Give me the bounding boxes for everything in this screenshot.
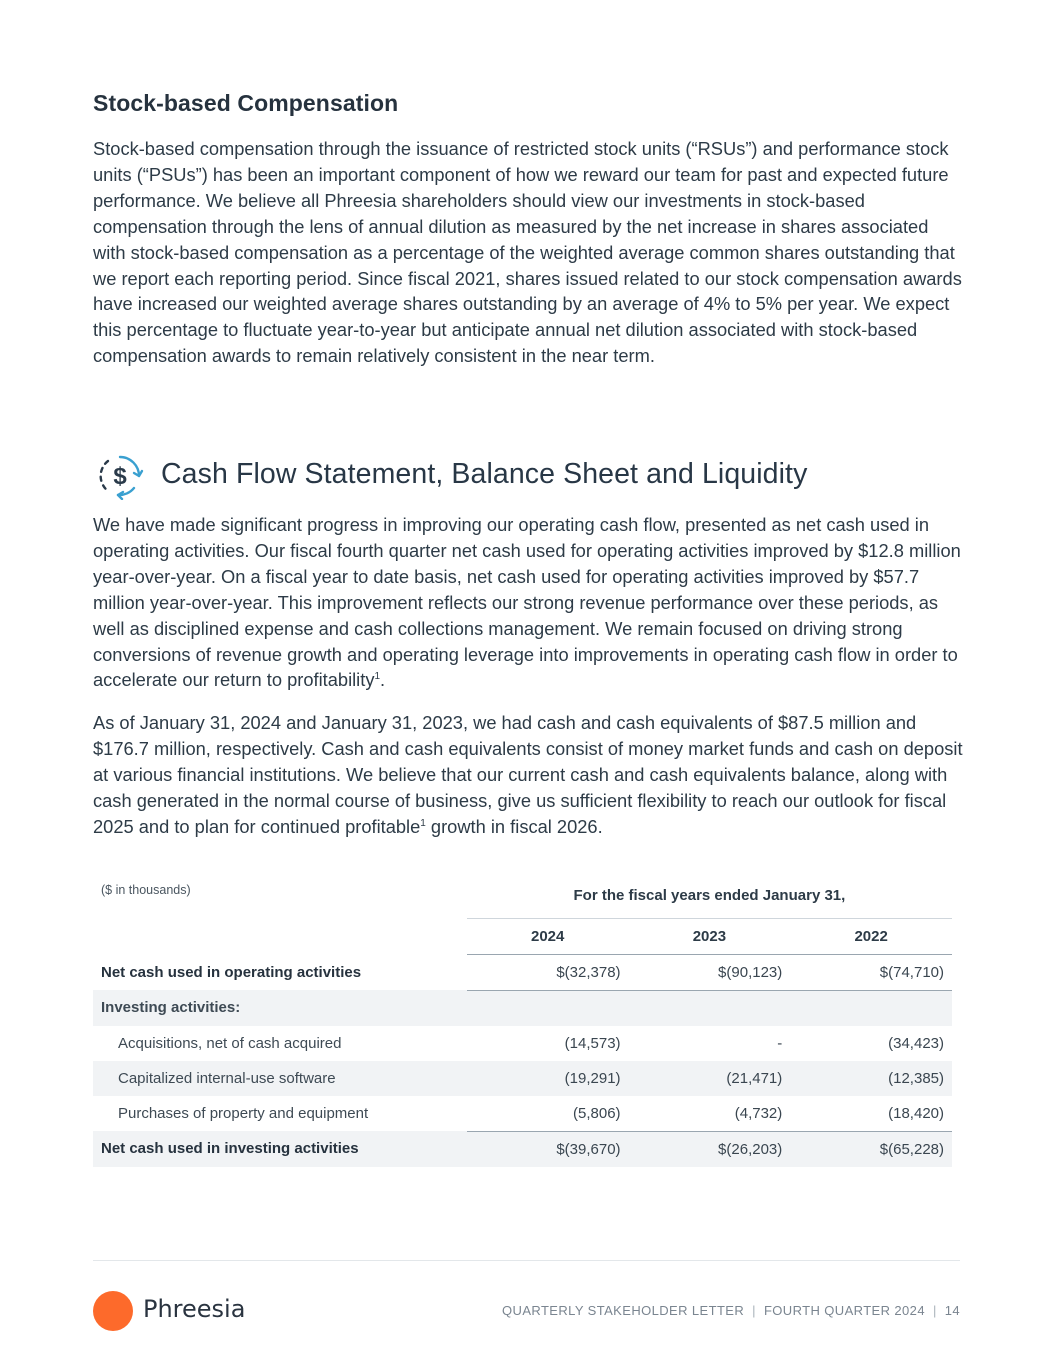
footer-doc-title: QUARTERLY STAKEHOLDER LETTER <box>502 1303 745 1318</box>
logo-dot-icon <box>93 1291 133 1331</box>
cashflow-paragraph-1: We have made significant progress in improving our operating cash flow, presented as net cash used in operating activities. Our fiscal fourth quarter net cash used for operating activities improved by $12.8 million year-over-year. On a fiscal year to date basis, net cash used for operating activities improved by $57.7 million year-over-year. This improvement reflects our strong revenue performance over these periods, as well as disciplined expense and cash collections management. We remain focused on driving strong conversions of revenue growth and operating leverage into improvements in operating cash flow in order to accelerate our return to profitability$^1$. <box>93 514 961 691</box>
year-header: 2024 <box>467 918 629 954</box>
section-heading-cashflow: Cash Flow Statement, Balance Sheet and Liquidity <box>161 458 808 490</box>
footer-divider <box>93 1260 960 1261</box>
page-number: 14 <box>944 1303 960 1318</box>
logo-wordmark: Phreesia <box>143 1295 246 1323</box>
year-header: 2023 <box>629 918 791 954</box>
footer-period: FOURTH QUARTER 2024 <box>763 1303 925 1318</box>
dollar-cycle-icon <box>96 452 144 500</box>
footer-info: QUARTERLY STAKEHOLDER LETTER | FOURTH QUARTER 2024 | 14 <box>502 1303 960 1318</box>
cashflow-paragraph-2: As of January 31, 2024 and January 31, 2023, we had cash and cash equivalents of $87.5 million and $176.7 million, respectively. Cash and cash equivalents consist of money market funds and cash on deposit at various financial institutions. We believe that our current cash and cash equivalents balance, along with cash generated in the normal course of business, give us sufficient flexibility to reach our outlook for fiscal 2025 and to plan for continued profitable$^1$ growth in fiscal 2026. <box>93 712 963 837</box>
section-heading-stock-comp: Stock-based Compensation <box>93 90 399 116</box>
cashflow-section-header <box>96 452 956 500</box>
table-row: Acquisitions, net of cash acquired (14,573) - (34,423) <box>118 1034 944 1052</box>
phreesia-logo <box>93 1291 293 1331</box>
year-header: 2022 <box>790 918 952 954</box>
table-row: Investing activities: <box>93 990 952 1026</box>
units-label: ($ in thousands) <box>101 883 191 897</box>
table-years-row <box>93 918 952 954</box>
table-header-row <box>93 873 952 918</box>
period-header: For the fiscal years ended January 31, <box>467 873 952 918</box>
cashflow-table <box>93 873 952 1167</box>
table-row: Purchases of property and equipment (5,806) (4,732) (18,420) <box>93 1096 952 1132</box>
svg-text:$: $ <box>113 463 127 490</box>
table-row: Capitalized internal-use software (19,291) (21,471) (12,385) <box>93 1061 952 1096</box>
stock-comp-paragraph: Stock-based compensation through the issuance of restricted stock units (“RSUs”) and performance stock units (“PSUs”) has been an important component of how we reward our team for past and expected future performance. We believe all Phreesia shareholders should view our investments in stock-based compensation through the lens of annual dilution as measured by the net increase in shares associated with stock-based compensation as a percentage of the weighted average common shares outstanding that we report each reporting period. Since fiscal 2021, shares issued related to our stock compensation awards have increased our weighted average shares outstanding by an average of 4% to 5% per year. We expect this percentage to fluctuate year-to-year but anticipate annual net dilution associated with stock-based compensation awards to remain relatively consistent in the near term. <box>93 138 962 367</box>
table-row: Net cash used in investing activities $(39,670) $(26,203) $(65,228) <box>93 1131 952 1167</box>
table-row: Net cash used in operating activities $(32,378) $(90,123) $(74,710) <box>93 954 952 990</box>
